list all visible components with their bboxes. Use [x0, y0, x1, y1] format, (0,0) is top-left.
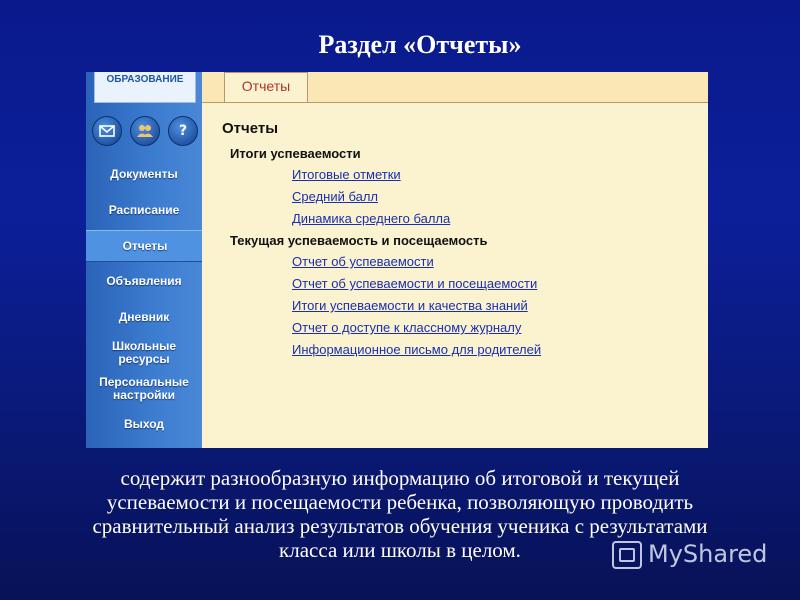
app-screenshot	[86, 72, 708, 448]
main-panel	[202, 72, 708, 448]
reports-content	[222, 120, 541, 364]
help-icon[interactable]: ?	[168, 116, 198, 146]
report-link[interactable]: Отчет об успеваемости	[292, 254, 434, 269]
report-link[interactable]: Отчет о доступе к классному журналу	[292, 320, 522, 335]
sidebar-item-schedule[interactable]: Расписание	[108, 203, 180, 217]
logo[interactable]	[94, 72, 196, 103]
sidebar	[86, 72, 204, 448]
caption-line: класса или школы в целом.	[279, 538, 521, 562]
sidebar-item-reports[interactable]: Отчеты	[86, 230, 204, 262]
report-link[interactable]: Информационное письмо для родителей	[292, 342, 542, 357]
watermark	[612, 540, 792, 572]
sidebar-icons	[92, 116, 198, 146]
caption-line: содержит разнообразную информацию об итоговой и текущей	[120, 466, 680, 490]
slide-title: Раздел «Отчеты»	[318, 30, 522, 59]
report-link[interactable]: Отчет об успеваемости и посещаемости	[292, 276, 538, 291]
caption-line: успеваемости и посещаемости ребенка, позволяющую проводить	[106, 490, 694, 514]
report-link[interactable]: Итоговые отметки	[292, 167, 401, 182]
caption-line: сравнительный анализ результатов обучения ученика с результатами	[92, 514, 708, 538]
report-link[interactable]: Динамика среднего балла	[292, 211, 451, 226]
report-link[interactable]: Итоги успеваемости и качества знаний	[292, 298, 528, 313]
report-link[interactable]: Средний балл	[292, 189, 379, 204]
section-title: Итоги успеваемости	[230, 146, 361, 161]
sidebar-item-documents[interactable]: Документы	[110, 167, 178, 181]
sidebar-item-announcements[interactable]: Объявления	[106, 274, 182, 288]
people-icon[interactable]	[130, 116, 160, 146]
section-title: Текущая успеваемость и посещаемость	[230, 233, 488, 248]
sidebar-item-diary[interactable]: Дневник	[118, 310, 170, 324]
presentation-icon	[612, 541, 642, 569]
page-heading: Отчеты	[222, 120, 279, 137]
watermark-text: MyShared	[648, 540, 768, 568]
sidebar-item-school-resources[interactable]: Школьные ресурсы	[111, 339, 177, 366]
tab-strip	[202, 72, 708, 103]
tab-reports[interactable]: Отчеты	[224, 72, 308, 102]
sidebar-item-personal-settings[interactable]: Персональные настройки	[99, 375, 189, 402]
logo-text: ОБРАЗОВАНИЕ	[106, 74, 184, 85]
sidebar-item-logout[interactable]: Выход	[123, 417, 165, 431]
mail-icon[interactable]	[92, 116, 122, 146]
